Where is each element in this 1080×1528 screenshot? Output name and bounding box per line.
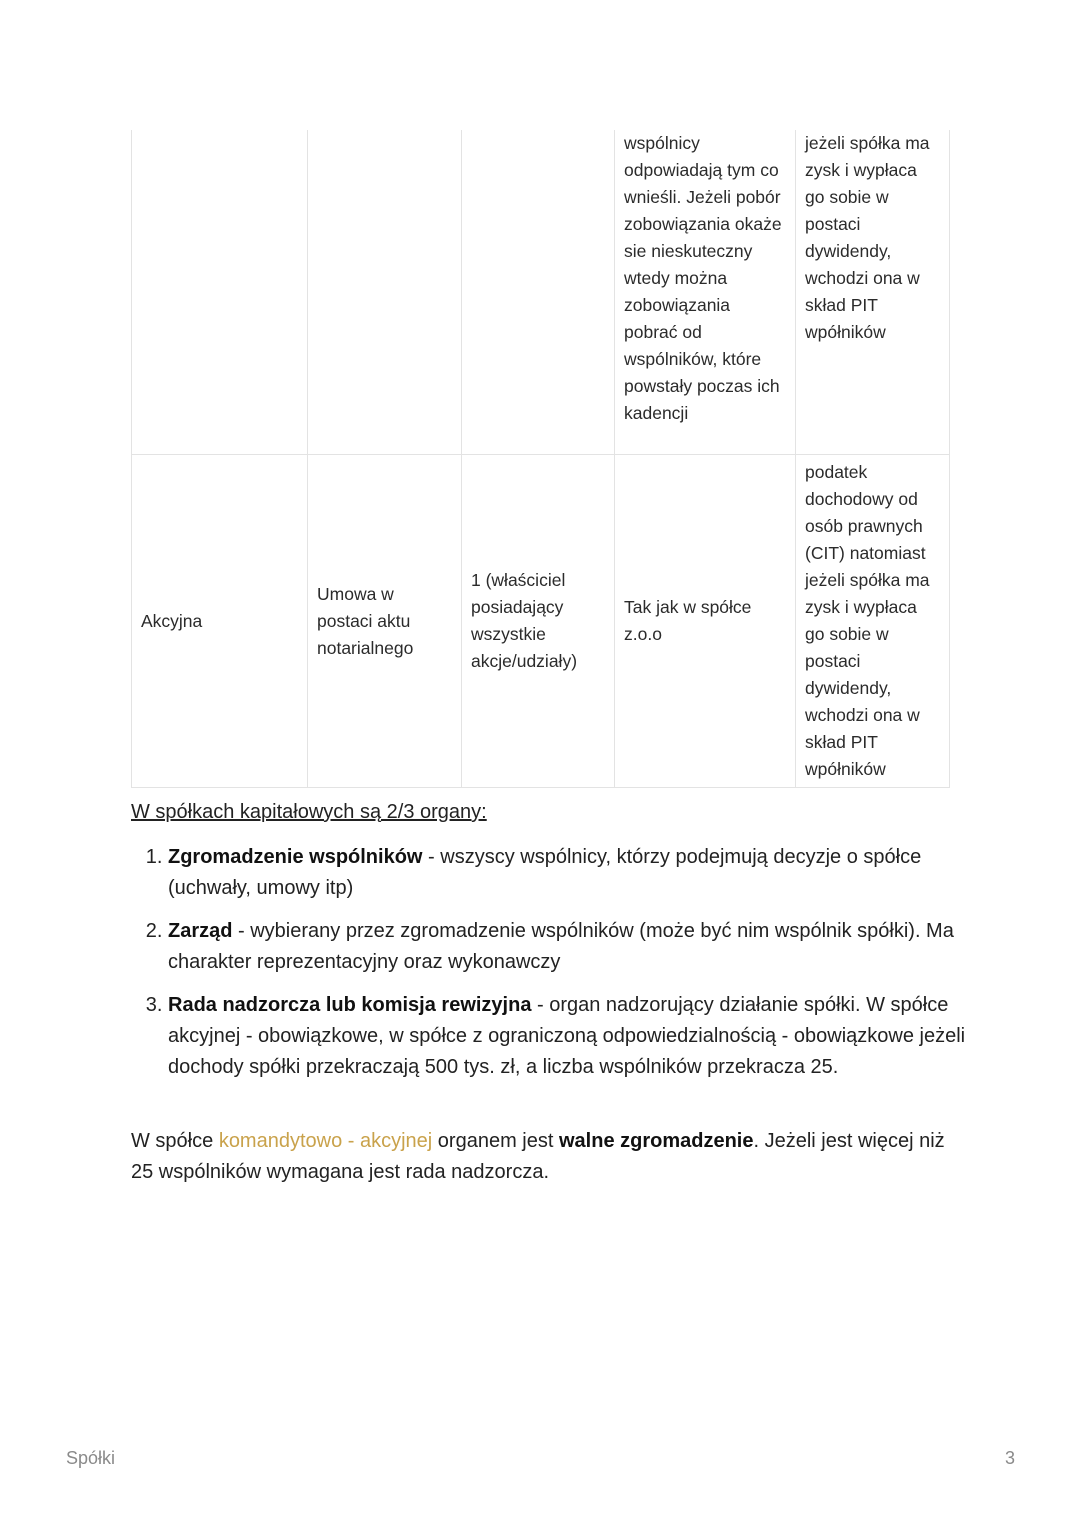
contract-cell: Umowa w postaci aktu notarialnego: [308, 455, 462, 788]
organ-description: - organ nadzorujący działanie spółki. W spółce akcyjnej - obowiązkowe, w spółce z ograniczoną odpowiedzialnością - obowiązkowe jeżeli dochody spółki przekraczają 500 tys. zł, a liczba wspólników przekracza 25.: [168, 994, 966, 1078]
tax-cell: jeżeli spółka ma zysk i wypłaca go sobie w postaci dywidendy, wchodzi ona w skład PIT wpółników: [796, 130, 950, 455]
organ-term: Rada nadzorcza lub komisja rewizyjna: [168, 994, 532, 1016]
company-type-name: Akcyjna: [132, 455, 308, 788]
tax-cell: podatek dochodowy od osób prawnych (CIT) natomiast jeżeli spółka ma zysk i wypłaca go sobie w postaci dywidendy, wchodzi ona w skład PIT wpółników: [796, 455, 950, 788]
table-row: [132, 130, 950, 455]
list-item: [168, 842, 988, 904]
table-cell: [132, 130, 308, 455]
closing-text: organem jest: [432, 1130, 559, 1152]
organ-description: - wszyscy wspólnicy, którzy podejmują decyzje o spółce (uchwały, umowy itp): [168, 846, 922, 899]
closing-text: W spółce: [131, 1130, 219, 1152]
table-cell: [462, 130, 615, 455]
liability-cell: Tak jak w spółce z.o.o: [615, 455, 796, 788]
bold-term: walne zgromadzenie: [558, 1130, 754, 1152]
company-types-table: [131, 130, 950, 788]
closing-paragraph: [131, 1126, 946, 1188]
table-cell: [308, 130, 462, 455]
liability-cell: wspólnicy odpowiadają tym co wnieśli. Jeżeli pobór zobowiązania okaże sie nieskuteczny wtedy można zobowiązania pobrać od wspólników, które powstały poczas ich kadencji: [615, 130, 796, 455]
organs-heading: W spółkach kapitałowych są 2/3 organy:: [131, 801, 487, 823]
organs-list: [131, 842, 988, 1095]
list-item: [168, 990, 988, 1083]
organ-description: - wybierany przez zgromadzenie wspólników (może być nim wspólnik spółki). Ma charakter reprezentacyjny oraz wykonawczy: [168, 920, 954, 973]
founders-cell: 1 (właściciel posiadający wszystkie akcje/udziały): [462, 455, 615, 788]
list-item: [168, 916, 988, 978]
closing-text: . Jeżeli jest więcej niż 25 wspólników wymagana jest rada nadzorcza.: [131, 1130, 945, 1183]
page-number: 3: [1004, 1448, 1015, 1468]
highlighted-company-type: komandytowo - akcyjnej: [218, 1130, 433, 1152]
organ-term: Zgromadzenie wspólników: [168, 846, 423, 868]
organ-term: Zarząd: [168, 920, 233, 942]
table-row: [132, 455, 950, 788]
footer-title: Spółki: [66, 1448, 116, 1468]
